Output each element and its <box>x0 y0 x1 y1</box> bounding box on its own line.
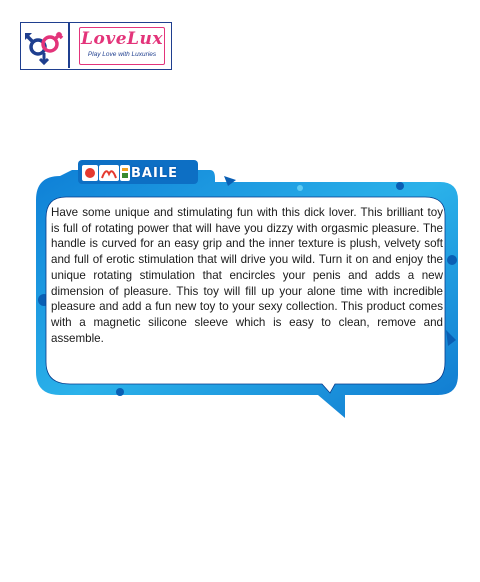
brand-name: LoveLux <box>81 29 163 49</box>
baile-logo-icon <box>82 164 130 182</box>
product-brand-label: BAILE <box>131 165 178 181</box>
product-label <box>82 162 178 184</box>
brand-tagline: Play Love with Luxuries <box>87 51 157 58</box>
product-description: Have some unique and stimulating fun with this dick lover. This brilliant toy is full of rotating power that will have you dizzy with orgasmic pleasure. The handle is curved for an easy grip and the inner texture is plush, velvety soft and full of erotic stimulation that will drive you wild. Turn it on and enjoy the unique rotating stimulation that encircles your penis and adds a new dimension of pleasure. This toy will fill up your alone time with incredible pleasure and add a fun new toy to your sexy collection. This product comes with a magnetic silicone sleeve which is easy to clean, remove and assemble. <box>51 206 443 345</box>
